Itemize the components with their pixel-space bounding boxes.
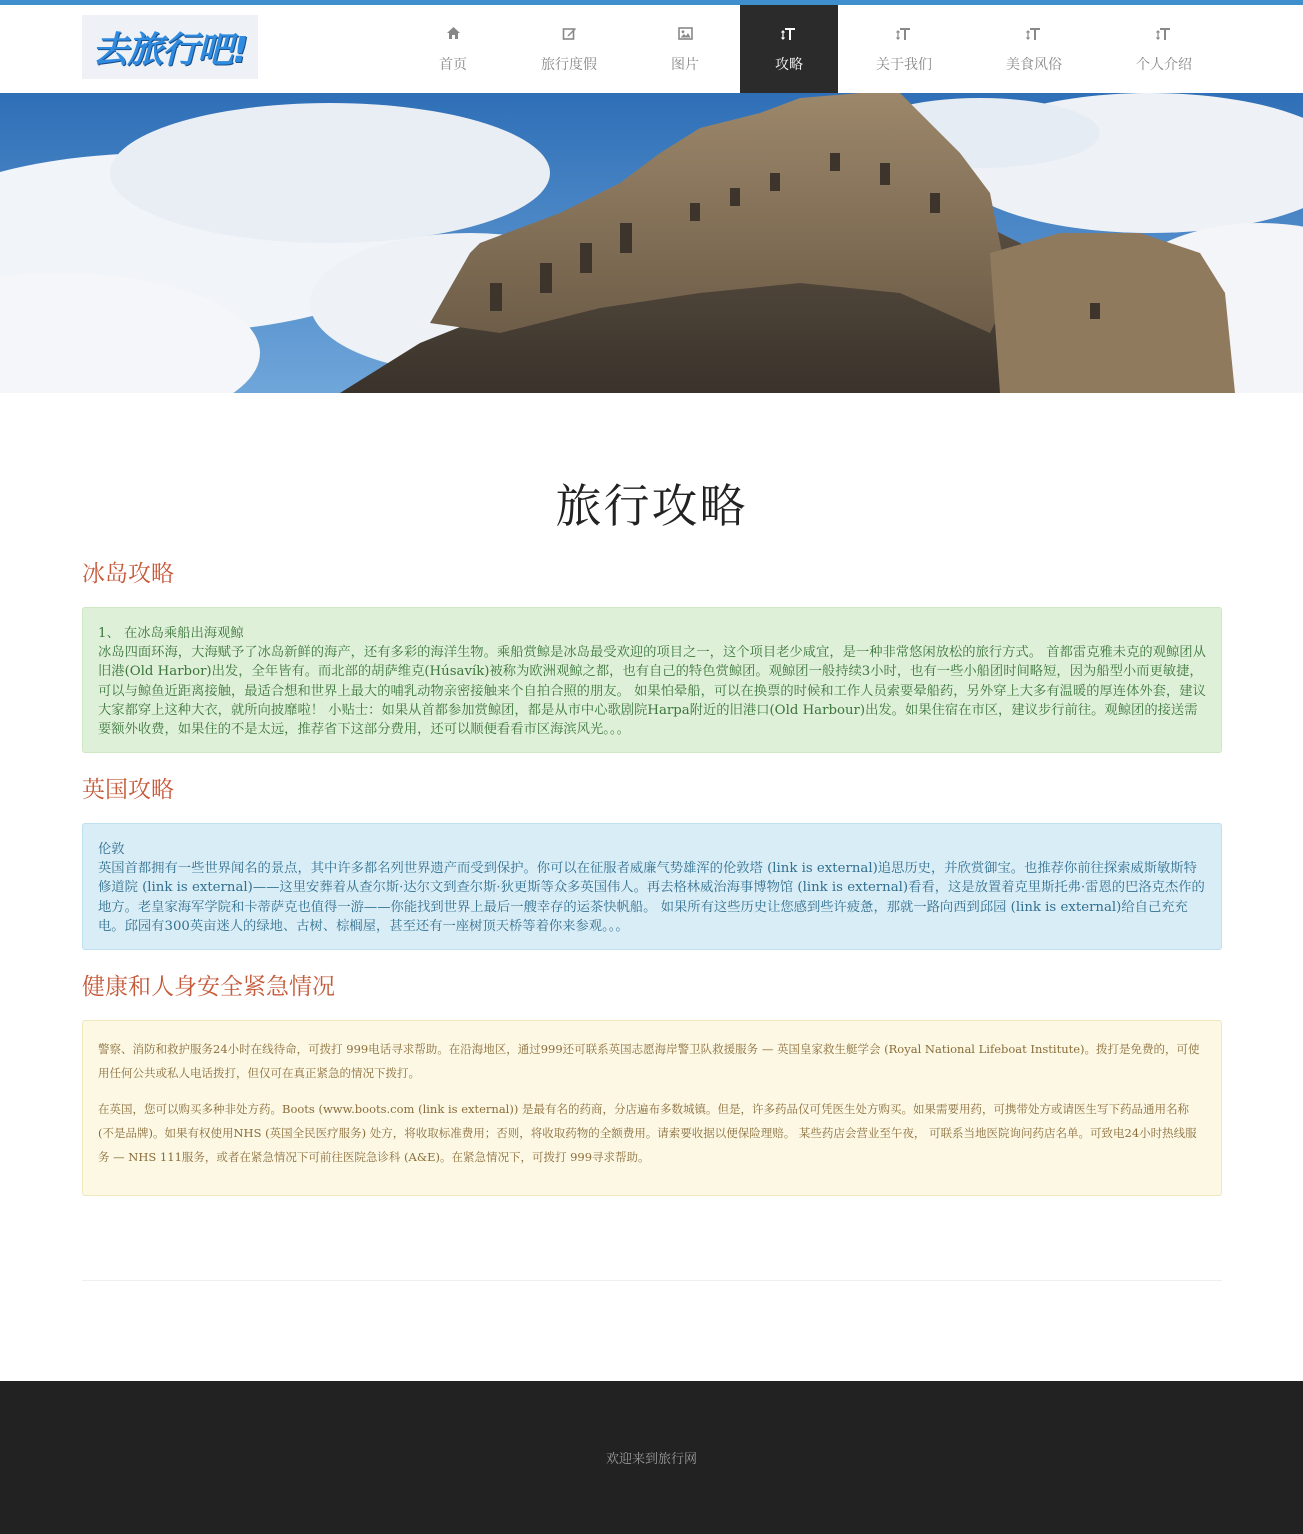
- nav-label-guides: 攻略: [775, 57, 803, 73]
- iceland-item-title: 1、 在冰岛乘船出海观鲸: [98, 626, 244, 641]
- nav-item-guides[interactable]: [740, 5, 838, 93]
- nav-item-about[interactable]: [838, 5, 970, 93]
- iceland-item-body: 冰岛四面环海，大海赋予了冰岛新鲜的海产，还有多彩的海洋生物。乘船赏鲸是冰岛最受欢迎的项目之一，这个项目老少咸宜，是一种非常悠闲放松的旅行方式。 首都雷克雅未克的观鲸团从旧港(Old Harbor)出发，全年皆有。而北部的胡萨维克(Húsavík)被称为欧洲观鲸之都，也有自己的特色赏鲸团。观鲸团一般持续3小时，也有一些小船团时间略短，因为船型小而更敏捷，可以与鲸鱼近距离接触，最适合想和世界上最大的哺乳动物亲密接触来个自拍合照的朋友。 如果怕晕船，可以在换票的时候和工作人员索要晕船药，另外穿上大多有温暖的厚连体外套，建议大家都穿上这种大衣，就所向披靡啦！ 小贴士：如果从首都参加赏鲸团，都是从市中心歌剧院Harpa附近的旧港口(Old Harbour)出发。如果住宿在市区，建议步行前往。观鲸团的接送需要额外收费，如果住的不是太远，推荐省下这部分费用，还可以顺便看看市区海滨风光。。。: [98, 645, 1206, 738]
- home-icon: [445, 25, 461, 41]
- nav-item-food[interactable]: [970, 5, 1098, 93]
- uk-guide-box: [82, 823, 1222, 950]
- emergency-info-box: [82, 1020, 1222, 1196]
- nav-label-about: 关于我们: [876, 57, 932, 73]
- site-logo[interactable]: [82, 15, 258, 79]
- iceland-guide-box: [82, 607, 1222, 753]
- section-heading-uk: 英国攻略: [82, 777, 174, 803]
- castle-illustration: [0, 93, 1303, 393]
- london-item-body: 英国首都拥有一些世界闻名的景点，其中许多都名列世界遗产而受到保护。你可以在征服者威廉气势雄浑的伦敦塔 (link is external)追思历史，并欣赏御宝。也推荐你前往探索威斯敏斯特修道院 (link is external)——这里安葬着从查尔斯·达尔文到查尔斯·狄更斯等众多英国伟人。再去格林威治海事博物馆 (link is external)看看，这是放置着克里斯托弗·雷恩的巴洛克杰作的地方。老皇家海军学院和卡蒂萨克也值得一游——你能找到世界上最后一艘幸存的运茶快帆船。 如果所有这些历史让您感到些许疲惫，那就一路向西到邱园 (link is external)给自己充充电。邱园有300英亩迷人的绿地、古树、棕榈屋，甚至还有一座树顶天桥等着你来参观。。。: [98, 861, 1205, 934]
- site-header: [0, 5, 1303, 93]
- footer-text: 欢迎来到旅行网: [605, 1452, 697, 1467]
- site-footer: [0, 1381, 1303, 1534]
- image-icon: [677, 25, 693, 41]
- nav-label-home: 首页: [439, 57, 467, 73]
- hero-banner-castle-image: [0, 93, 1303, 393]
- text-height-icon: [1156, 25, 1172, 41]
- page-title: 旅行攻略: [555, 479, 748, 533]
- nav-label-travel: 旅行度假: [541, 57, 597, 73]
- nav-label-profile: 个人介绍: [1136, 57, 1192, 73]
- edit-icon: [561, 25, 577, 41]
- section-heading-iceland: 冰岛攻略: [82, 561, 174, 587]
- emergency-paragraph-1: 警察、消防和救护服务24小时在线待命，可拨打 999电话寻求帮助。在沿海地区，通过999还可联系英国志愿海岸警卫队救援服务 — 英国皇家救生艇学会 (Royal National Lifeboat Institute)。拨打是免费的，可使用任何公共或私人电话拨打，但仅可在真正紧急的情况下拨打。: [98, 1042, 1200, 1080]
- text-height-icon: [781, 25, 797, 41]
- emergency-paragraph-2: 在英国，您可以购买多种非处方药。Boots (www.boots.com (link is external)) 是最有名的药商，分店遍布多数城镇。但是，许多药品仅可凭医生处方购买。如果需要用药，可携带处方或请医生写下药品通用名称 (不是品牌)。如果有权使用NHS (英国全民医疗服务) 处方，将收取标准费用；否则，将收取药物的全额费用。请索要收据以便保险理赔。 某些药店会营业至午夜， 可联系当地医院询问药店名单。可致电24小时热线服务 — NHS 111服务，或者在紧急情况下可前往医院急诊科 (A&E)。在紧急情况下，可拨打 999寻求帮助。: [98, 1102, 1197, 1164]
- nav-item-travel[interactable]: [508, 5, 630, 93]
- nav-item-profile[interactable]: [1098, 5, 1230, 93]
- nav-label-food: 美食风俗: [1006, 57, 1062, 73]
- content-divider: [82, 1280, 1222, 1281]
- text-height-icon: [1026, 25, 1042, 41]
- section-heading-emergency: 健康和人身安全紧急情况: [82, 974, 335, 1000]
- london-item-title: 伦敦: [98, 842, 125, 857]
- nav-item-photos[interactable]: [630, 5, 740, 93]
- text-height-icon: [896, 25, 912, 41]
- logo-text: 去旅行吧!: [92, 29, 248, 71]
- nav-item-home[interactable]: [398, 5, 508, 93]
- nav-label-photos: 图片: [671, 57, 699, 73]
- main-nav: [398, 5, 1230, 93]
